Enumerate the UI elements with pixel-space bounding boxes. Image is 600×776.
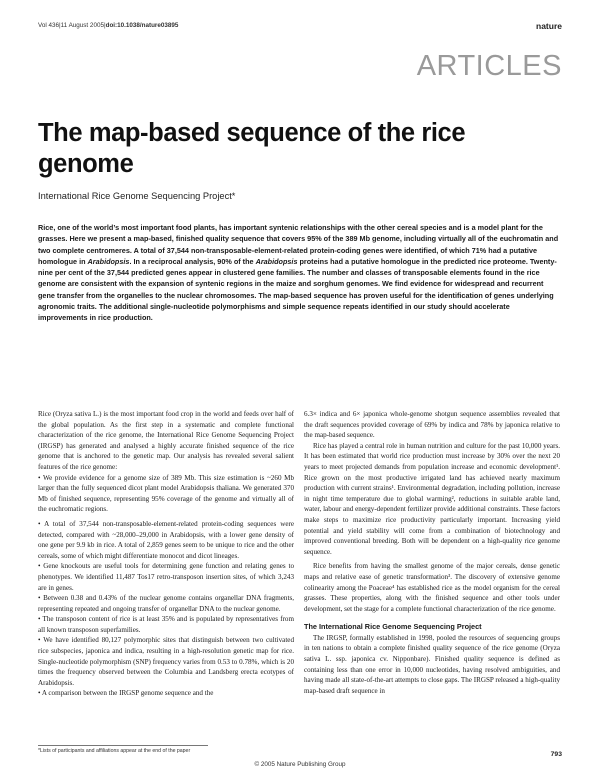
- footnote: *Lists of participants and affiliations appear at the end of the paper: [38, 748, 191, 754]
- body-column-right: [304, 409, 560, 696]
- doi-link[interactable]: doi:10.1038/nature03895: [105, 22, 179, 29]
- copyright-line: © 2005 Nature Publishing Group: [254, 761, 346, 768]
- finding-bullet: • A total of 37,544 non-transposable-element-related protein-coding sequences were detected, compared with ~28,000–29,000 in Arabidopsis, with a lower gene density of one gene per 9.9 kb in rice. A total of 2,859 genes seem to be unique to rice and the other cereals, some of which might differentiate monocot and dicot lineages.: [38, 519, 294, 560]
- running-header: [38, 22, 562, 36]
- article-title: The map-based sequence of the rice genome: [38, 119, 466, 178]
- abstract-text-3: proteins had a putative homologue in the predicted rice proteome. Twenty-nine per cent of the 37,544 predicted genes appear in clustered gene families. The number and classes of transposable elements found in the rice genome are consistent with the expansion of syntenic regions in the maize and sorghum genomes. We find evidence for widespread and recurrent gene transfer from the organelles to the nuclear chromosomes. The map-based sequence has proven useful for the identification of genes underlying agronomic traits. The additional single-nucleotide polymorphisms and simple sequence repeats identified in our study should accelerate improvements in rice production.: [38, 256, 557, 322]
- journal-name: nature: [536, 21, 562, 31]
- body-paragraph: Rice has played a central role in human nutrition and culture for the past 10,000 years. It has been estimated that world rice production must increase by 30% over the next 20 years to meet projected demands from population increase and economic development¹. Rice grown on the most productive irrigated land has achieved nearly maximum production with current strains¹. Environmental degradation, including pollution, increase in night time temperature due to global warming², reductions in suitable arable land, water, labour and energy-dependent fertilizer provide additional constraints. These factors make steps to maximize rice productivity particularly important. Increasing yield potential and yield stability will come from a combination of biotechnology and improved conventional breeding. Both will be dependent on a high-quality rice genome sequence.: [304, 441, 560, 556]
- abstract-species-2: Arabidopsis: [255, 256, 298, 266]
- abstract-species-1: Arabidopsis: [87, 256, 130, 266]
- citation-text: Vol 436|11 August 2005|: [38, 22, 106, 29]
- finding-bullet: • We provide evidence for a genome size of 389 Mb. This size estimation is ~260 Mb larger than the fully sequenced dicot plant model Arabidopsis thaliana. We generated 370 Mb of finished sequence, representing 95% coverage of the genome and virtually all of the euchromatic regions.: [38, 473, 294, 514]
- abstract: [38, 222, 560, 323]
- section-label: ARTICLES: [416, 50, 562, 82]
- section-heading: The International Rice Genome Sequencing Project: [304, 622, 482, 632]
- page-number: 793: [550, 751, 562, 758]
- finding-bullet: • We have identified 80,127 polymorphic sites that distinguish between two cultivated rice subspecies, japonica and indica, resulting in a high-resolution genetic map for rice. Single-nucleotide polymorphism (SNP) frequency varies from 0.53 to 0.78%, which is 20 times the frequency observed between the Columbia and Landsberg erecta ecotypes of Arabidopsis.: [38, 636, 294, 687]
- intro-paragraph: Rice (Oryza sativa L.) is the most important food crop in the world and feeds over half of the global population. As the first step in a systematic and complete functional characterization of the rice genome, the International Rice Genome Sequencing Project (IRGSP) has generated and analysed a highly accurate finished sequence of the rice genome that is anchored to the genetic map. Our analysis has revealed several salient features of the rice genome:: [38, 410, 294, 471]
- finding-bullet: • The transposon content of rice is at least 35% and is populated by representatives from all known transposon superfamilies.: [38, 615, 294, 634]
- body-paragraph: Rice benefits from having the smallest genome of the major cereals, dense genetic maps and relative ease of genetic transformation³. The discovery of extensive genome colinearity among the Poaceae⁴ has established rice as the model organism for the cereal grasses. These properties, along with the finished sequence and other tools under development, set the stage for a complete functional characterization of the rice genome.: [304, 562, 560, 613]
- body-paragraph: 6.3× indica and 6× japonica whole-genome shotgun sequence assemblies revealed that the draft sequences provided coverage of 69% by indica and 78% by japonica relative to the map-based sequence.: [304, 410, 560, 440]
- finding-bullet: • A comparison between the IRGSP genome sequence and the: [38, 689, 214, 698]
- abstract-text-2: . In a reciprocal analysis, 90% of the: [129, 256, 256, 266]
- body-paragraph: The IRGSP, formally established in 1998, pooled the resources of sequencing groups in ten nations to obtain a complete finished quality sequence of the rice genome (Oryza sativa L. ssp. japonica cv. Nipponbare). Finished quality sequence is defined as containing less than one error in 10,000 nucleotides, having resolved ambiguities, and having made all state-of-the-art attempts to close gaps. The IRGSP released a high-quality map-based draft sequence in: [304, 633, 560, 695]
- citation-line: [38, 22, 178, 29]
- body-column-left: [38, 409, 294, 699]
- finding-bullet: • Gene knockouts are useful tools for determining gene function and relating genes to phenotypes. We identified 11,487 Tos17 retro-transposon insertion sites, of which 3,243 are in genes.: [38, 562, 294, 592]
- finding-bullet: • Between 0.38 and 0.43% of the nuclear genome contains organellar DNA fragments, representing repeated and ongoing transfer of organellar DNA to the nuclear genome.: [38, 594, 294, 613]
- abstract-text-1: Rice, one of the world’s most important food plants, has important syntenic relationships with the other cereal species and is a model plant for the grasses. Here we present a map-based, finished quality sequence that covers 95% of the 389 Mb genome, including virtually all of the euchromatin and two complete centromeres. A total of 37,544 non-transposable-element-related protein-coding genes were identified, of which 71% had a putative homologue in: [38, 223, 559, 266]
- footnote-divider: [38, 745, 208, 746]
- author-line: International Rice Genome Sequencing Project*: [38, 191, 236, 201]
